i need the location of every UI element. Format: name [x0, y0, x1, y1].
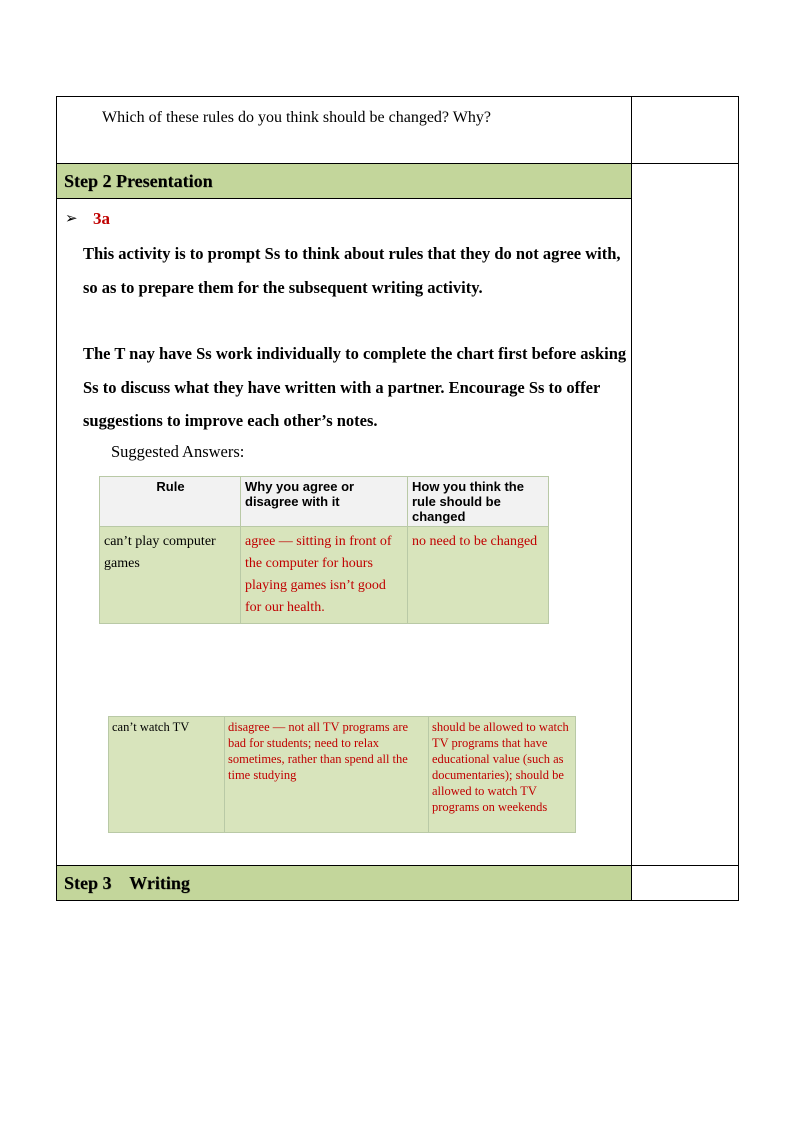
step3-header	[57, 866, 632, 901]
side-cell	[632, 97, 739, 164]
activity-paragraph-1: This activity is to prompt Ss to think about rules that they do not agree with, so as to prepare them for the subsequent writing activity.	[83, 244, 621, 297]
answers-table	[99, 476, 549, 624]
header-rule: Rule	[100, 477, 241, 527]
step2-header	[57, 164, 632, 199]
row1-why: agree — sitting in front of the computer for hours playing games isn’t good for our health.	[241, 527, 408, 624]
row2-why: disagree — not all TV programs are bad for students; need to relax sometimes, rather than spend all the time studying	[225, 717, 429, 833]
activity-label: 3a	[93, 209, 110, 228]
step2-content	[57, 199, 632, 866]
header-why: Why you agree or disagree with it	[241, 477, 408, 527]
question-cell	[57, 97, 632, 164]
row1-how: no need to be changed	[408, 527, 549, 624]
side-cell	[632, 866, 739, 901]
lesson-plan-table	[56, 96, 739, 901]
table-row	[100, 527, 549, 624]
side-cell	[632, 164, 739, 866]
header-how: How you think the rule should be changed	[408, 477, 549, 527]
row2-rule: can’t watch TV	[109, 717, 225, 833]
answers-table-continued	[108, 716, 576, 833]
question-text: Which of these rules do you think should be changed? Why?	[102, 109, 491, 126]
row2-how: should be allowed to watch TV programs that have educational value (such as documentaries); should be allowed to watch TV programs on weekends	[429, 717, 576, 833]
step3-title: Step 3 Writing	[64, 873, 190, 893]
table-row	[109, 717, 576, 833]
step2-title: Step 2 Presentation	[64, 171, 213, 191]
activity-paragraph-2: The T nay have Ss work individually to complete the chart first before asking Ss to discuss what they have written with a partner. Encourage Ss to offer suggestions to improve each other’s notes.	[83, 344, 627, 430]
arrow-bullet-icon: ➢	[65, 211, 78, 227]
row1-rule: can’t play computer games	[100, 527, 241, 624]
suggested-answers-label: Suggested Answers:	[111, 442, 245, 461]
